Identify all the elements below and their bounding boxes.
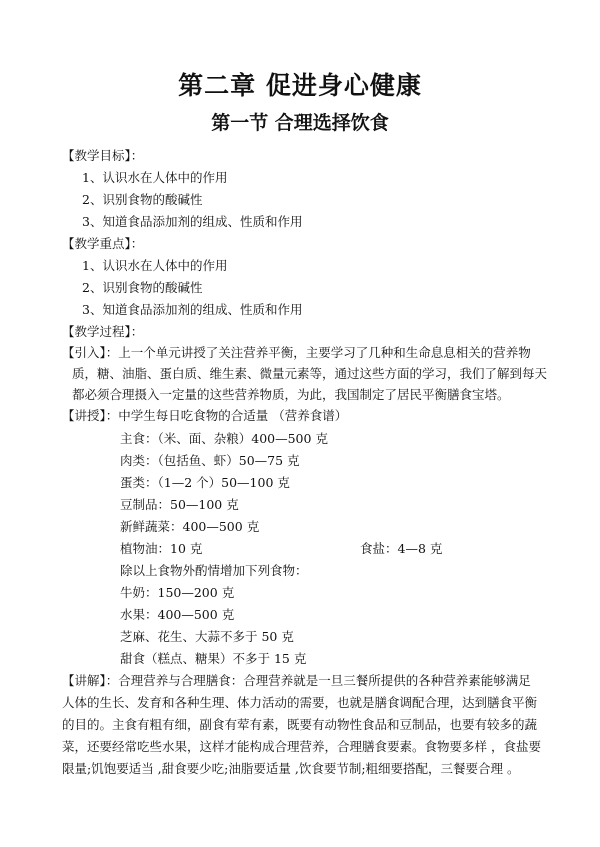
food-item: 肉类：（包括鱼、虾）50—75 克 <box>120 453 300 468</box>
key-points-heading: 【教学重点】： <box>62 236 144 251</box>
explain-line: 【讲解】：合理营养与合理膳食：合理营养就是一旦三餐所提供的各种营养素能够满足 <box>62 673 531 688</box>
food-item: 新鲜蔬菜：400—500 克 <box>120 519 260 534</box>
key-point-item: 1、认识水在人体中的作用 <box>82 258 228 273</box>
key-point-item: 2、识别食物的酸碱性 <box>82 280 203 295</box>
extra-food-item: 牛奶：150—200 克 <box>120 585 235 600</box>
intro-line: 质，糖、油脂、蛋白质、维生素、微量元素等，通过这些方面的学习，我们了解到每天 <box>72 366 548 381</box>
process-heading: 【教学过程】： <box>62 324 144 339</box>
intro-line: 都必须合理摄入一定量的这些营养物质，为此，我国制定了居民平衡膳食宝塔。 <box>72 387 510 402</box>
explain-line: 限量;饥饱要适当 ,甜食要少吃;油脂要适量 ,饮食要节制;粗细要搭配，三餐要合理 。 <box>62 761 520 776</box>
salt-item: 食盐：4—8 克 <box>360 541 443 556</box>
section-title: 第一节 合理选择饮食 <box>211 112 389 134</box>
food-item: 主食：（米、面、杂粮）400—500 克 <box>120 431 328 446</box>
explain-line: 的目的。主食有粗有细，副食有荤有素，既要有动物性食品和豆制品，也要有较多的蔬 <box>62 717 538 732</box>
objective-item: 2、识别食物的酸碱性 <box>82 192 203 207</box>
objective-item: 1、认识水在人体中的作用 <box>82 170 228 185</box>
extra-note: 除以上食物外酌情增加下列食物： <box>120 563 308 578</box>
explain-line: 菜，还要经常吃些水果，这样才能构成合理营养，合理膳食要素。食物要多样 ，食盐要 <box>62 739 541 754</box>
chapter-title: 第二章 促进身心健康 <box>178 71 422 100</box>
intro-line: 【引入】：上一个单元讲授了关注营养平衡，主要学习了几种和生命息息相关的营养物 <box>62 345 531 360</box>
food-item: 蛋类：（1—2 个）50—100 克 <box>120 475 290 490</box>
objective-item: 3、知道食品添加剂的组成、性质和作用 <box>82 214 303 229</box>
explain-line: 人体的生长、发育和各种生理、体力活动的需要，也就是膳食调配合理，达到膳食平衡 <box>62 695 538 710</box>
objectives-heading: 【教学目标】： <box>62 148 144 163</box>
key-point-item: 3、知道食品添加剂的组成、性质和作用 <box>82 302 303 317</box>
oil-salt-row <box>120 541 443 557</box>
oil-item: 植物油：10 克 <box>120 541 203 556</box>
extra-food-item: 水果：400—500 克 <box>120 607 235 622</box>
extra-food-item: 芝麻、花生、大蒜不多于 50 克 <box>120 629 294 644</box>
lecture-heading: 【讲授】：中学生每日吃食物的合适量 （营养食谱） <box>62 408 348 423</box>
extra-food-item: 甜食（糕点、糖果）不多于 15 克 <box>120 651 307 666</box>
food-item: 豆制品：50—100 克 <box>120 497 239 512</box>
